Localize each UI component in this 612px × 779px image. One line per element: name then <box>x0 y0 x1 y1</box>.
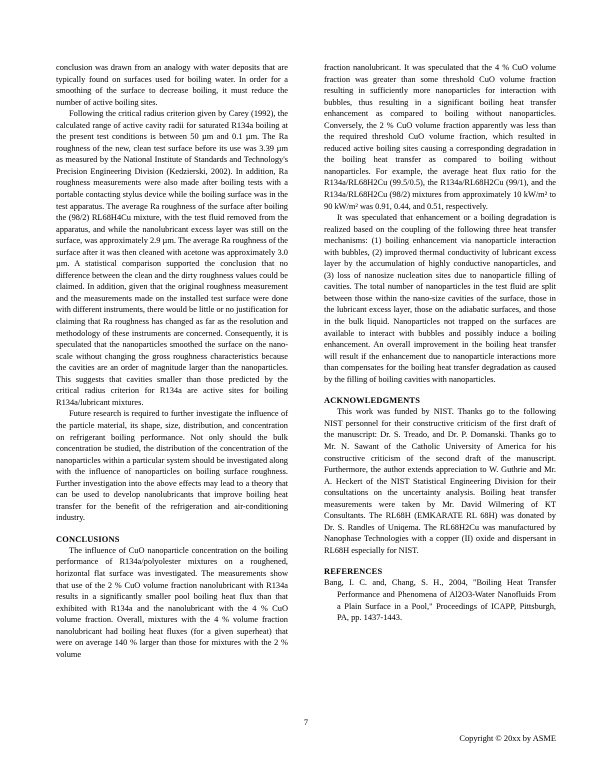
section-heading-conclusions: CONCLUSIONS <box>56 534 120 544</box>
paragraph: It was speculated that enhancement or a boiling degradation is realized based on the coupling of the following three heat transfer mechanisms: (1) boiling enhancement via nanoparticle interaction with bubbles, (2) improved thermal conductivity of lubricant excess layer by the accumulation of highly conductive nanoparticles, and (3) loss of nanosize nucleation sites due to nanoparticle filling of cavities. The total number of nanoparticles in the test fluid are split between those within the nano-size cavities of the surface, those in the lubricant excess layer, those on the adiabatic surfaces, and those in the bulk liquid. Nanoparticles not trapped on the surfaces are available to interact with bubbles and possibly induce a boiling enhancement. An overall improvement in the boiling heat transfer will result if the enhancement due to nanoparticle interactions more than compensates for the boiling heat transfer degradation as caused by the filling of boiling cavities with nanoparticles. <box>324 213 556 384</box>
section-heading-acknowledgments: ACKNOWLEDGMENTS <box>324 396 421 406</box>
reference-entry: Bang, I. C. and, Chang, S. H., 2004, "Boiling Heat Transfer Performance and Phenomena of Al2O3-Water Nanofluids From a Plain Surface in a Pool," Proceedings of ICAPP, Pittsburgh, PA, pp. 1437-1443. <box>324 578 556 623</box>
left-column <box>56 62 288 702</box>
paragraph: This work was funded by NIST. Thanks go to the following NIST personnel for their constructive criticism of the first draft of the manuscript: Dr. S. Treado, and Dr. P. Domanski. Thanks go to Mr. N. Sawant of the Catholic University of America for his constructive criticism of the second draft of the manuscript. Furthermore, the author extends appreciation to W. Guthrie and Mr. A. Heckert of the NIST Statistical Engineering Division for their consultations on the uncertainty analysis. Boiling heat transfer measurements were taken by Mr. David Wilmering of KT Consultants. The RL68H (EMKARATE RL 68H) was donated by Dr. S. Randles of Uniqema. The RL68H2Cu was manufactured by Nanophase Technologies with a copper (II) oxide and dispersant in RL68H especially for NIST. <box>324 407 556 555</box>
page-number: 7 <box>303 718 309 727</box>
paragraph: Following the critical radius criterion given by Carey (1992), the calculated range of active cavity radii for saturated R134a boiling at the present test conditions is between 50 µm and 0.1 µm. The Ra roughness of the new, clean test surface before its use was 3.39 µm as measured by the National Institute of Standards and Technology's Precision Engineering Division (Kedzierski, 2002). In addition, Ra roughness measurements were also made after boiling tests with a portable contacting stylus device while the boiling surface was in the test apparatus. The average Ra roughness of the surface after boiling the (98/2) RL68H4Cu mixture, with the test fluid removed from the apparatus, and while the nanolubricant excess layer was still on the surface, was approximately 2.9 µm. The average Ra roughness of the surface after it was then cleaned with acetone was approximately 3.0 µm. A statistical comparison supported the conclusion that no difference between the clean and the dirty roughness values could be claimed. In addition, given that the original roughness measurement and the measurements made on the installed test surface were done with different instruments, there would be little or no justification for claiming that Ra roughness has changed as far as the resolution and methodology of these instruments are concerned. Consequently, it is speculated that the nanoparticles smoothed the surface on the nano-scale without changing the gross roughness characteristics because the cavities are an order of magnitude larger than the nanoparticles. This suggests that cavities smaller than those predicted by the critical radius criterion for R134a are active sites for boiling R134a/lubricant mixtures. <box>56 109 288 407</box>
right-column <box>324 62 556 702</box>
paragraph: The influence of CuO nanoparticle concentration on the boiling performance of R134a/polyolester mixtures on a roughened, horizontal flat surface was investigated. The measurements show that use of the 2 % CuO volume fraction nanolubricant with R134a results in a significantly smaller pool boiling heat flux than that exhibited with R134a and the nanolubricant with the 4 % CuO volume fraction. Overall, mixtures with the 4 % volume fraction nanolubricant had boiling heat fluxes (for a given superheat) that were on average 140 % larger than those for mixtures with the 2 % volume <box>56 545 288 659</box>
copyright-notice: Copyright © 20xx by ASME <box>459 734 556 743</box>
paragraph: fraction nanolubricant. It was speculated that the 4 % CuO volume fraction was greater than some threshold CuO volume fraction resulting in sufficiently more nanoparticles for interaction with bubbles, thus resulting in a significant boiling heat transfer enhancement as compared to boiling without nanoparticles. Conversely, the 2 % CuO volume fraction apparently was less than the required threshold CuO volume fraction, which resulted in reduced active boiling sites causing a corresponding degradation in the boiling heat transfer as compared to boiling without nanoparticles. For example, the average heat flux ratio for the R134a/RL68H2Cu (99.5/0.5), the R134a/RL68H2Cu (99/1), and the R134a/RL68H2Cu (98/2) mixtures from approximately 10 kW/m² to 90 kW/m² was 0.91, 0.44, and 0.51, respectively. <box>324 63 556 211</box>
paragraph: Future research is required to further investigate the influence of the particle material, its shape, size, distribution, and concentration on refrigerant boiling performance. Not only should the bulk concentration be studied, the distribution of the concentration of the nanoparticles within a particular system should be investigated along with the influence of nanoparticles on boiling surface roughness. Further investigation into the above effects may lead to a theory that can be used to develop nanolubricants that improve boiling heat transfer for the benefit of the refrigeration and air-conditioning industry. <box>56 409 288 523</box>
paragraph: conclusion was drawn from an analogy with water deposits that are typically found on surfaces used for boiling water. In order for a smoothing of the surface to decrease boiling, it must reduce the number of active boiling sites. <box>56 63 288 107</box>
section-heading-references: REFERENCES <box>324 567 383 577</box>
two-column-body <box>56 62 556 702</box>
